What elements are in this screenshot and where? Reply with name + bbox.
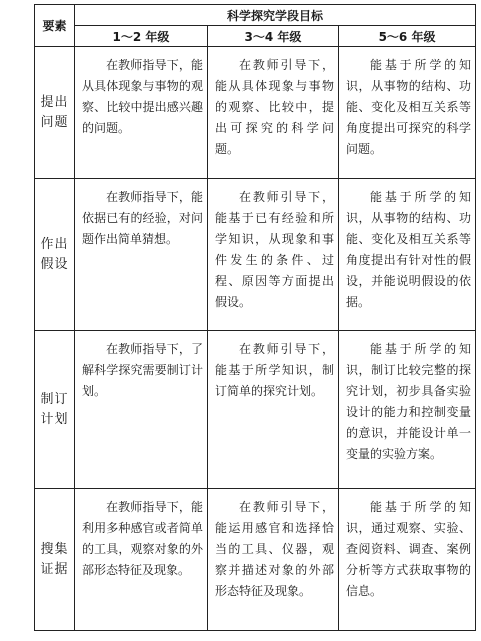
row-element-label: 制订 计划 [35, 331, 75, 489]
table-row [35, 331, 476, 489]
table-row [35, 179, 476, 331]
table-cell: 在教师指导下，能依据已有的经验，对问题作出简单猜想。 [75, 179, 208, 331]
table-cell: 在教师引导下，能运用感官和选择恰当的工具、仪器，观察并描述对象的外部形态特征及现象。 [208, 489, 339, 631]
table-cell: 能基于所学的知识，从事物的结构、功能、变化及相互关系等角度提出有针对性的假设，并能说明假设的依据。 [339, 179, 476, 331]
table-cell: 能基于所学的知识，从事物的结构、功能、变化及相互关系等角度提出可探究的科学问题。 [339, 47, 476, 179]
row-element-label: 作出 假设 [35, 179, 75, 331]
curriculum-table-container [34, 4, 475, 632]
table-row [35, 47, 476, 179]
header-grade-3-4: 3～4 年级 [208, 26, 339, 47]
table-cell: 在教师引导下，能从具体现象与事物的观察、比较中，提出可探究的科学问题。 [208, 47, 339, 179]
header-grade-5-6: 5～6 年级 [339, 26, 476, 47]
header-row-1 [35, 5, 476, 26]
header-row-2 [35, 26, 476, 47]
header-elements: 要素 [35, 5, 75, 47]
row-element-label: 提出 问题 [35, 47, 75, 179]
header-stage-goals: 科学探究学段目标 [75, 5, 476, 26]
table-cell: 在教师指导下，能从具体现象与事物的观察、比较中提出感兴趣的问题。 [75, 47, 208, 179]
table-cell: 能基于所学的知识，通过观察、实验、查阅资料、调查、案例分析等方式获取事物的信息。 [339, 489, 476, 631]
table-cell: 在教师指导下，能利用多种感官或者简单的工具，观察对象的外部形态特征及现象。 [75, 489, 208, 631]
row-element-label: 搜集 证据 [35, 489, 75, 631]
table-cell: 能基于所学的知识，制订比较完整的探究计划，初步具备实验设计的能力和控制变量的意识，并能设计单一变量的实验方案。 [339, 331, 476, 489]
table-cell: 在教师引导下，能基于已有经验和所学知识，从现象和事件发生的条件、过程、原因等方面提出假设。 [208, 179, 339, 331]
science-inquiry-goals-table [34, 4, 476, 631]
table-cell: 在教师指导下，了解科学探究需要制订计划。 [75, 331, 208, 489]
header-grade-1-2: 1～2 年级 [75, 26, 208, 47]
table-row [35, 489, 476, 631]
table-cell: 在教师引导下，能基于所学知识，制订简单的探究计划。 [208, 331, 339, 489]
